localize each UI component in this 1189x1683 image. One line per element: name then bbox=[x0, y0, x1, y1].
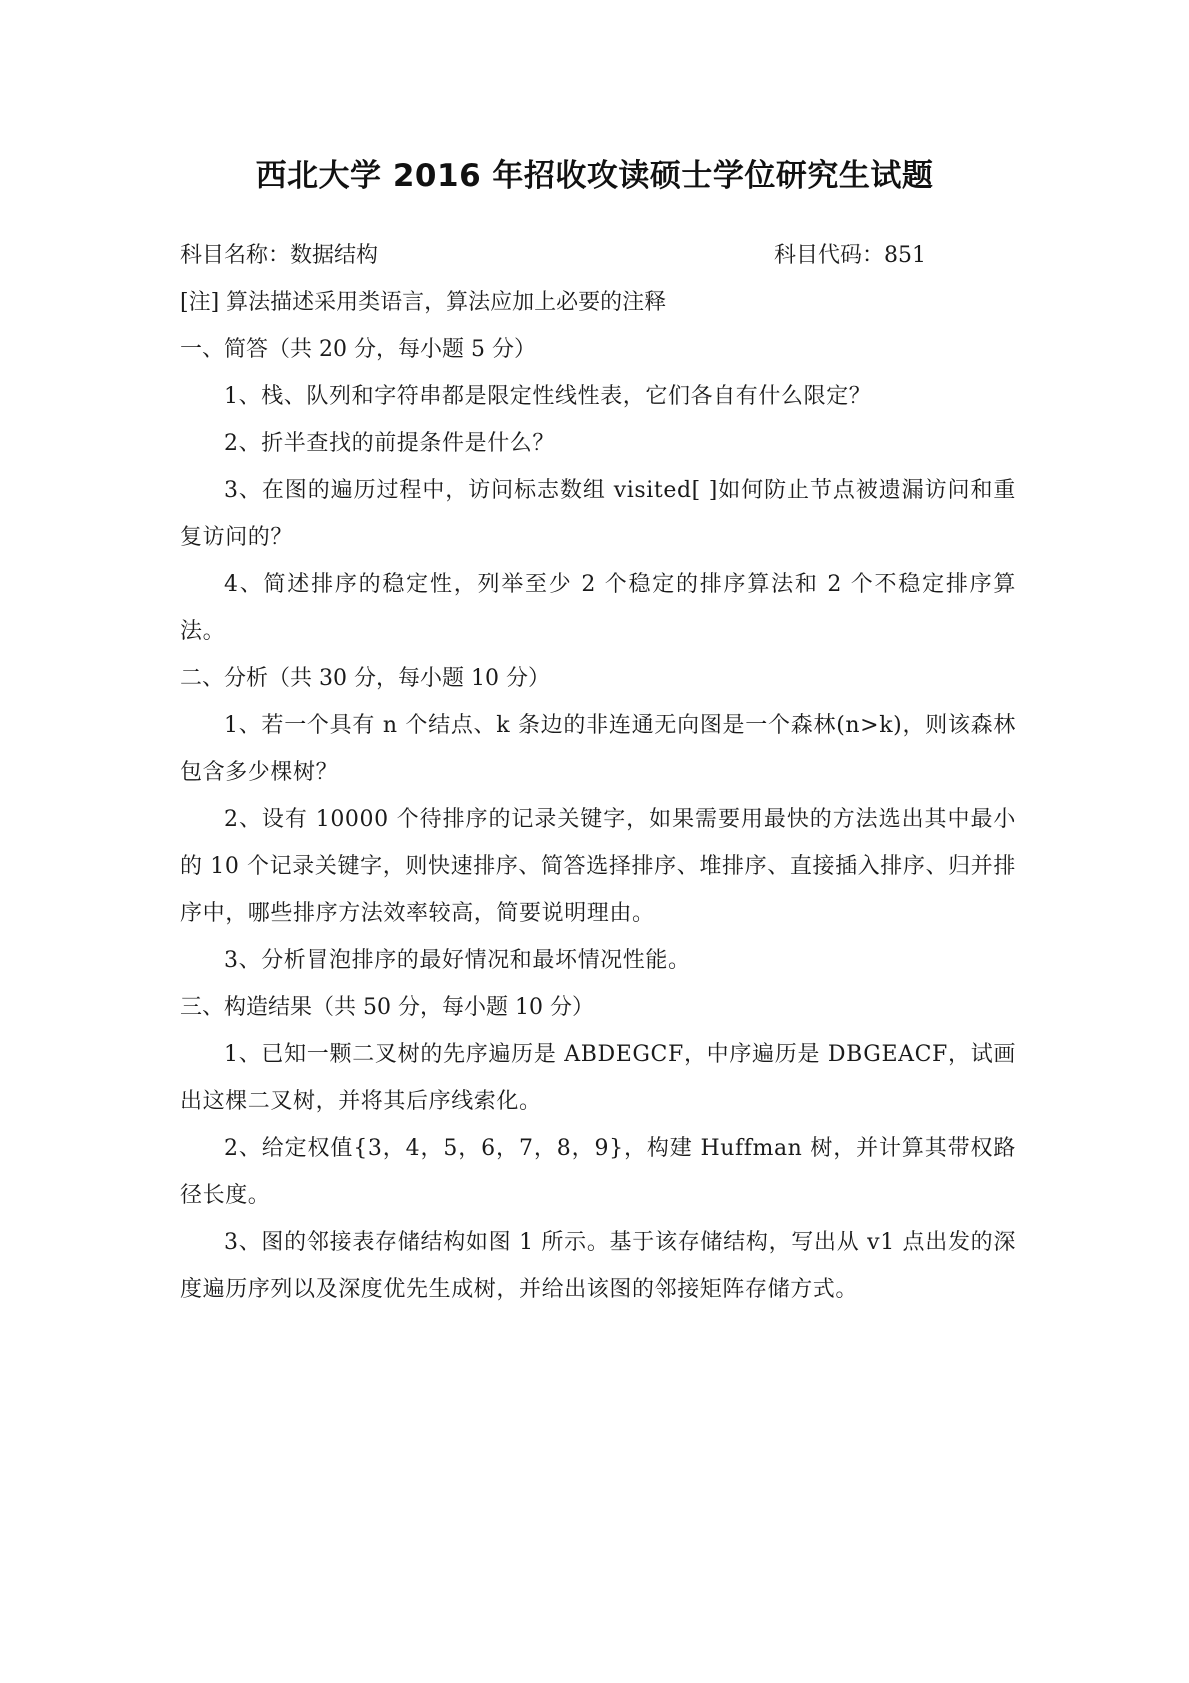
exam-note: [注] 算法描述采用类语言，算法应加上必要的注释 bbox=[180, 290, 667, 315]
question-1-1: 1、栈、队列和字符串都是限定性线性表，它们各自有什么限定？ bbox=[224, 384, 872, 409]
question-3-2: 2、给定权值{3，4，5，6，7，8，9}，构建 Huffman 树，并计算其带权路径长度。 bbox=[180, 1136, 1016, 1208]
exam-content bbox=[180, 232, 1016, 1313]
question-2-1: 1、若一个具有 n 个结点、k 条边的非连通无向图是一个森林(n>k)，则该森林包含多少棵树？ bbox=[180, 713, 1016, 785]
question-1-2: 2、折半查找的前提条件是什么？ bbox=[224, 431, 555, 456]
question-1-4: 4、简述排序的稳定性，列举至少 2 个稳定的排序算法和 2 个不稳定排序算法。 bbox=[180, 572, 1016, 644]
question-3-1: 1、已知一颗二叉树的先序遍历是 ABDEGCF，中序遍历是 DBGEACF，试画出这棵二叉树，并将其后序线索化。 bbox=[180, 1042, 1016, 1114]
section-heading: 三、构造结果（共 50 分，每小题 10 分） bbox=[180, 995, 594, 1020]
subject-code: 科目代码：851 bbox=[774, 243, 926, 268]
section-2 bbox=[180, 655, 1016, 984]
section-heading: 二、分析（共 30 分，每小题 10 分） bbox=[180, 666, 550, 691]
section-1 bbox=[180, 326, 1016, 655]
question-3-3: 3、图的邻接表存储结构如图 1 所示。基于该存储结构，写出从 v1 点出发的深度遍历序列以及深度优先生成树，并给出该图的邻接矩阵存储方式。 bbox=[180, 1230, 1016, 1302]
question-2-2: 2、设有 10000 个待排序的记录关键字，如果需要用最快的方法选出其中最小的 10 个记录关键字，则快速排序、简答选择排序、堆排序、直接插入排序、归并排序中，哪些排序方法效率较高，简要说明理由。 bbox=[180, 807, 1016, 926]
section-3 bbox=[180, 984, 1016, 1313]
subject-name: 科目名称：数据结构 bbox=[180, 243, 379, 268]
subject-row bbox=[180, 232, 1016, 279]
section-heading: 一、简答（共 20 分，每小题 5 分） bbox=[180, 337, 536, 362]
question-1-3: 3、在图的遍历过程中，访问标志数组 visited[ ]如何防止节点被遗漏访问和重复访问的？ bbox=[180, 478, 1016, 550]
question-2-3: 3、分析冒泡排序的最好情况和最坏情况性能。 bbox=[224, 948, 691, 973]
page-title: 西北大学 2016 年招收攻读硕士学位研究生试题 bbox=[255, 158, 934, 194]
